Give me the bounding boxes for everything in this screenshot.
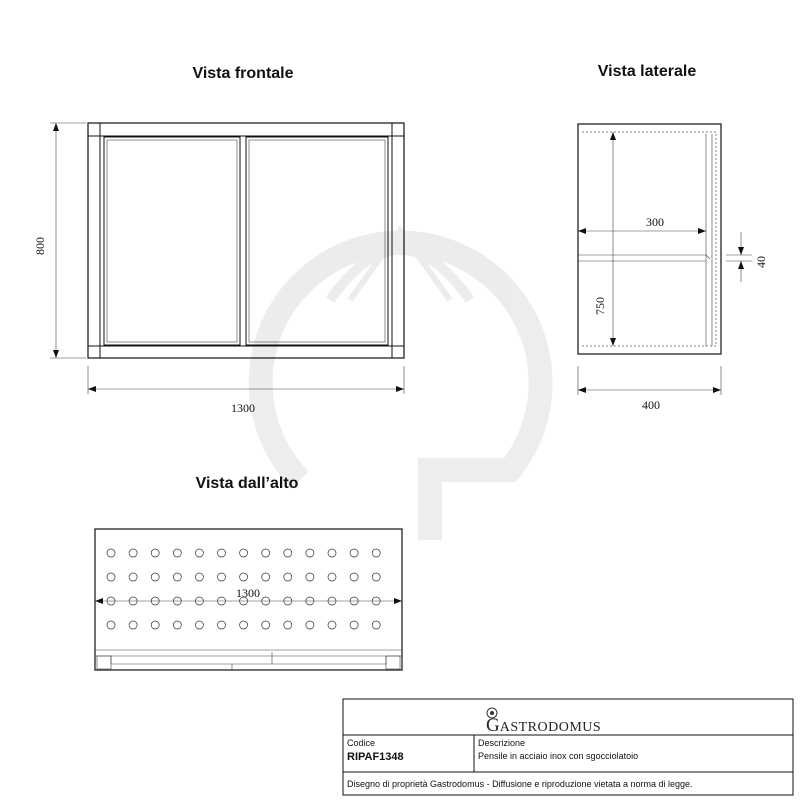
ownership-notice: Disegno di proprietà Gastrodomus - Diffusione e riproduzione vietata a norma di legge. [347,779,693,789]
drip-hole [129,621,137,629]
drip-hole [218,549,226,557]
drip-hole [195,549,203,557]
drip-hole [107,621,115,629]
drip-hole [262,549,270,557]
code-label: Codice [347,738,376,748]
drip-hole [306,621,314,629]
drip-hole [195,573,203,581]
drip-hole [306,573,314,581]
drip-hole [195,621,203,629]
side-shelf-thickness-dimension: 40 [754,256,768,268]
brand-rest: ASTRODOMUS [499,720,602,735]
side-view [578,124,752,395]
front-view-title: Vista frontale [192,65,294,82]
drip-hole [173,549,181,557]
brand-name [486,715,601,736]
drip-hole [218,621,226,629]
drip-hole [240,621,248,629]
drip-hole [350,621,358,629]
side-depth-dimension: 400 [642,398,660,412]
side-depth-inner-dimension: 300 [646,215,664,229]
drip-hole [372,573,380,581]
drip-hole [151,549,159,557]
drip-hole [262,621,270,629]
drip-hole [107,549,115,557]
drip-hole [328,621,336,629]
drip-hole [262,573,270,581]
brand-initial: G [486,715,500,736]
drip-hole [372,621,380,629]
drip-hole [129,549,137,557]
drip-hole [240,549,248,557]
side-height-inner-dimension: 750 [593,297,607,315]
drip-hole [107,573,115,581]
drip-hole [151,573,159,581]
drip-hole [350,573,358,581]
side-view-title: Vista laterale [597,63,697,80]
drip-hole [372,549,380,557]
drip-hole [306,549,314,557]
drip-hole [151,621,159,629]
drip-hole [173,573,181,581]
drip-hole [284,621,292,629]
front-height-dimension: 800 [33,237,47,255]
drip-hole [129,573,137,581]
top-width-dimension: 1300 [236,586,260,600]
top-view-title: Vista dall’alto [195,475,299,492]
drip-hole [284,573,292,581]
drip-hole [284,549,292,557]
drip-hole [328,573,336,581]
code-value: RIPAF1348 [347,751,404,763]
description-value: Pensile in acciaio inox con sgocciolatoio [478,751,639,761]
description-label: Descrizione [478,738,526,748]
drip-hole [173,621,181,629]
front-width-dimension: 1300 [231,401,255,415]
drip-hole [328,549,336,557]
drip-hole [350,549,358,557]
drip-hole [240,573,248,581]
gastrodomus-shell-logo-icon [261,230,541,540]
drip-hole [218,573,226,581]
